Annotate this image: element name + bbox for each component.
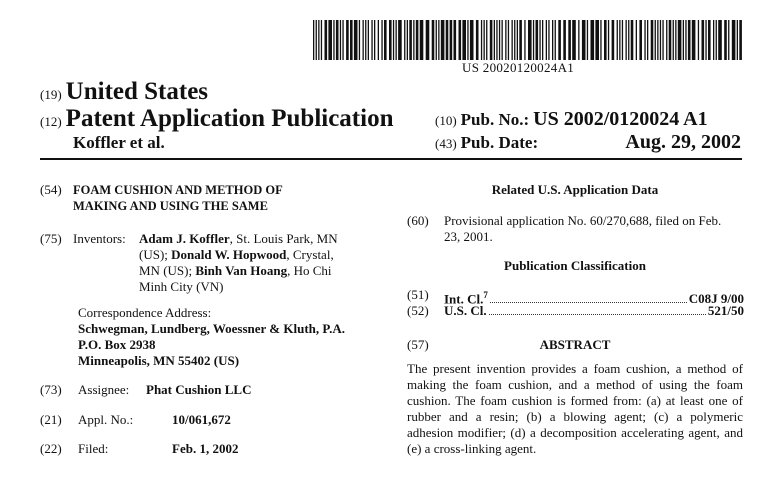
assignee-code: (73) xyxy=(40,382,62,397)
classification-heading: Publication Classification xyxy=(504,258,646,273)
country-name: United States xyxy=(65,78,209,105)
inventor-1-country: (US); xyxy=(139,247,172,262)
inventor-1-location: , St. Louis Park, MN xyxy=(229,231,338,246)
assignee-label: Assignee: xyxy=(78,382,130,397)
appl-number: 10/061,672 xyxy=(172,412,231,427)
pub-date-code: (43) xyxy=(435,136,457,151)
abstract-heading: ABSTRACT xyxy=(539,337,611,352)
invention-title xyxy=(73,182,363,214)
us-cl-code: (52) xyxy=(407,303,429,318)
applicant-short: Koffler et al. xyxy=(73,133,165,152)
appl-code: (21) xyxy=(40,412,62,427)
header-divider xyxy=(40,158,742,160)
barcode xyxy=(313,20,743,60)
pub-number-line xyxy=(435,108,708,131)
us-cl-label: U.S. Cl. xyxy=(444,303,487,318)
title-line-2: MAKING AND USING THE SAME xyxy=(73,199,268,213)
country-code: (19) xyxy=(40,87,62,102)
filed-code: (22) xyxy=(40,441,62,456)
abstract-code: (57) xyxy=(407,337,429,352)
inventor-3-name: Binh Van Hoang xyxy=(195,263,288,278)
pub-number-code: (10) xyxy=(435,113,457,128)
country-line xyxy=(40,78,208,106)
inventor-2-location: , Crystal, xyxy=(286,247,334,262)
filed-label: Filed: xyxy=(78,441,109,456)
int-cl-label: Int. Cl. xyxy=(444,291,484,307)
pub-number-label: Pub. No.: xyxy=(460,110,530,129)
inventor-3-country: Minh City (VN) xyxy=(139,279,224,294)
inventor-3-location: , Ho Chi xyxy=(287,263,332,278)
correspondence-line-1: Schwegman, Lundberg, Woessner & Kluth, P.A. xyxy=(78,321,346,336)
assignee-name: Phat Cushion LLC xyxy=(146,382,252,397)
publication-type-code: (12) xyxy=(40,114,62,129)
provisional-code: (60) xyxy=(407,213,429,228)
correspondence-line-3: Minneapolis, MN 55402 (US) xyxy=(78,353,240,368)
inventor-1-name: Adam J. Koffler xyxy=(139,231,230,246)
abstract-text: The present invention provides a foam cushion, a method of making the foam cushion, and a method of using the foam cushion. The foam cushion is formed from: (a) at least one of rubber and a resin; (b) a blowing agent; (c) a polymeric adhesion modifier; (d) a decomposition accelerating agent, and (e) a cross-linking agent. xyxy=(407,361,743,456)
inventors-label: Inventors: xyxy=(73,231,126,246)
us-cl-row xyxy=(444,303,744,319)
pub-date-label: Pub. Date: xyxy=(460,133,539,152)
correspondence-line-2: P.O. Box 2938 xyxy=(78,337,156,352)
inventor-2-country: MN (US); xyxy=(139,263,196,278)
int-cl-edition: 7 xyxy=(483,290,488,300)
title-code: (54) xyxy=(40,182,62,197)
title-line-1: FOAM CUSHION AND METHOD OF xyxy=(73,183,283,197)
barcode-number: US 20020120024A1 xyxy=(462,60,575,75)
provisional-line-1: Provisional application No. 60/270,688, filed on Feb. xyxy=(444,213,722,228)
int-cl-code: (51) xyxy=(407,287,429,302)
correspondence-label: Correspondence Address: xyxy=(78,305,212,320)
provisional-application xyxy=(444,213,744,245)
appl-label: Appl. No.: xyxy=(78,412,134,427)
us-cl-value: 521/50 xyxy=(707,303,744,318)
related-data-heading: Related U.S. Application Data xyxy=(491,182,659,197)
inventor-2-name: Donald W. Hopwood xyxy=(171,247,287,262)
correspondence-address xyxy=(78,321,345,369)
us-cl-leader xyxy=(489,314,706,315)
inventors-code: (75) xyxy=(40,231,62,246)
filed-date: Feb. 1, 2002 xyxy=(172,441,239,456)
publication-type: Patent Application Publication xyxy=(65,105,394,132)
publication-type-line xyxy=(40,105,393,133)
provisional-line-2: 23, 2001. xyxy=(444,229,493,244)
pub-date-line xyxy=(435,133,741,153)
pub-number: US 2002/0120024 A1 xyxy=(533,108,708,130)
pub-date: Aug. 29, 2002 xyxy=(625,131,741,153)
int-cl-value: C08J 9/00 xyxy=(688,291,744,307)
inventors-list xyxy=(139,231,373,295)
